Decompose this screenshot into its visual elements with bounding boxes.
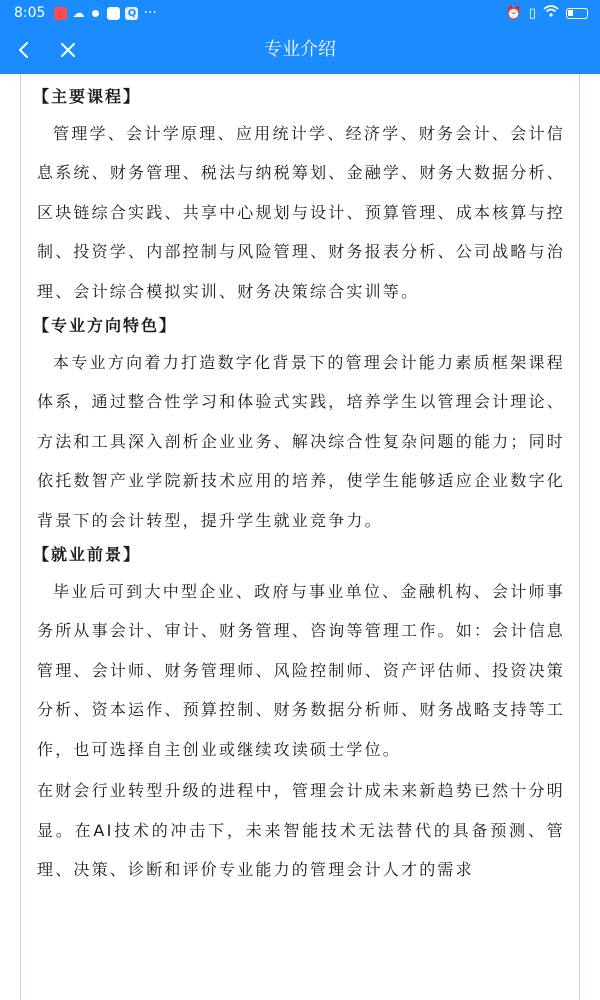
settings-app-icon xyxy=(107,7,120,20)
closing-paragraph: 在财会行业转型升级的进程中，管理会计成未来新趋势已然十分明显。在AI技术的冲击下，未来智能技术无法替代的具备预测、管理、决策、诊断和评价专业能力的管理会计人才的需求 xyxy=(37,781,565,879)
section-text: 本专业方向着力打造数字化背景下的管理会计能力素质框架课程体系，通过整合性学习和体验式实践，培养学生以管理会计理论、方法和工具深入剖析企业业务、解决综合性复杂问题的能力；同时依托数智产业学院新技术应用的培养，使学生能够适应企业数字化背景下的会计转型，提升学生就业竞争力。 xyxy=(37,353,565,530)
alarm-icon: ⏰ xyxy=(505,5,522,21)
chevron-left-icon xyxy=(14,40,34,60)
content-area[interactable] xyxy=(20,74,580,1000)
search-app-icon: Q xyxy=(125,7,138,20)
section-text: 管理学、会计学原理、应用统计学、经济学、财务会计、会计信息系统、财务管理、税法与纳税筹划、金融学、财务大数据分析、区块链综合实践、共享中心规划与设计、预算管理、成本核算与控制、投资学、内部控制与风险管理、财务报表分析、公司战略与治理、会计综合模拟实训、财务决策综合实训等。 xyxy=(37,124,565,301)
wifi-icon xyxy=(543,5,559,21)
section-courses xyxy=(33,84,565,311)
close-button[interactable] xyxy=(48,26,88,74)
section-heading: 【就业前景】 xyxy=(33,545,142,565)
page-title: 专业介绍 xyxy=(264,39,336,60)
more-dots-icon: ··· xyxy=(143,5,157,21)
cloud-icon: ☁ xyxy=(72,6,85,20)
section-heading: 【主要课程】 xyxy=(33,87,142,106)
status-bar xyxy=(0,0,600,26)
status-right xyxy=(506,5,588,21)
battery-icon xyxy=(566,8,588,19)
back-button[interactable] xyxy=(4,26,44,74)
section-text: 毕业后可到大中型企业、政府与事业单位、金融机构、会计师事务所从事会计、审计、财务管理、咨询等管理工作。如：会计信息管理、会计师、财务管理师、风险控制师、资产评估师、投资决策分析、资本运作、预算控制、财务数据分析师、财务战略支持等工作，也可选择自主创业或继续攻读硕士学位。 xyxy=(37,582,565,759)
section-features xyxy=(33,313,565,540)
close-icon xyxy=(58,40,78,60)
status-left xyxy=(14,5,157,21)
status-time: 8:05 xyxy=(14,5,46,21)
section-heading: 【专业方向特色】 xyxy=(33,316,178,336)
app-bar xyxy=(0,26,600,74)
vibrate-icon: ▯ xyxy=(528,5,536,21)
circle-app-icon xyxy=(89,7,102,20)
section-employment xyxy=(33,542,565,769)
red-app-icon xyxy=(54,7,67,20)
